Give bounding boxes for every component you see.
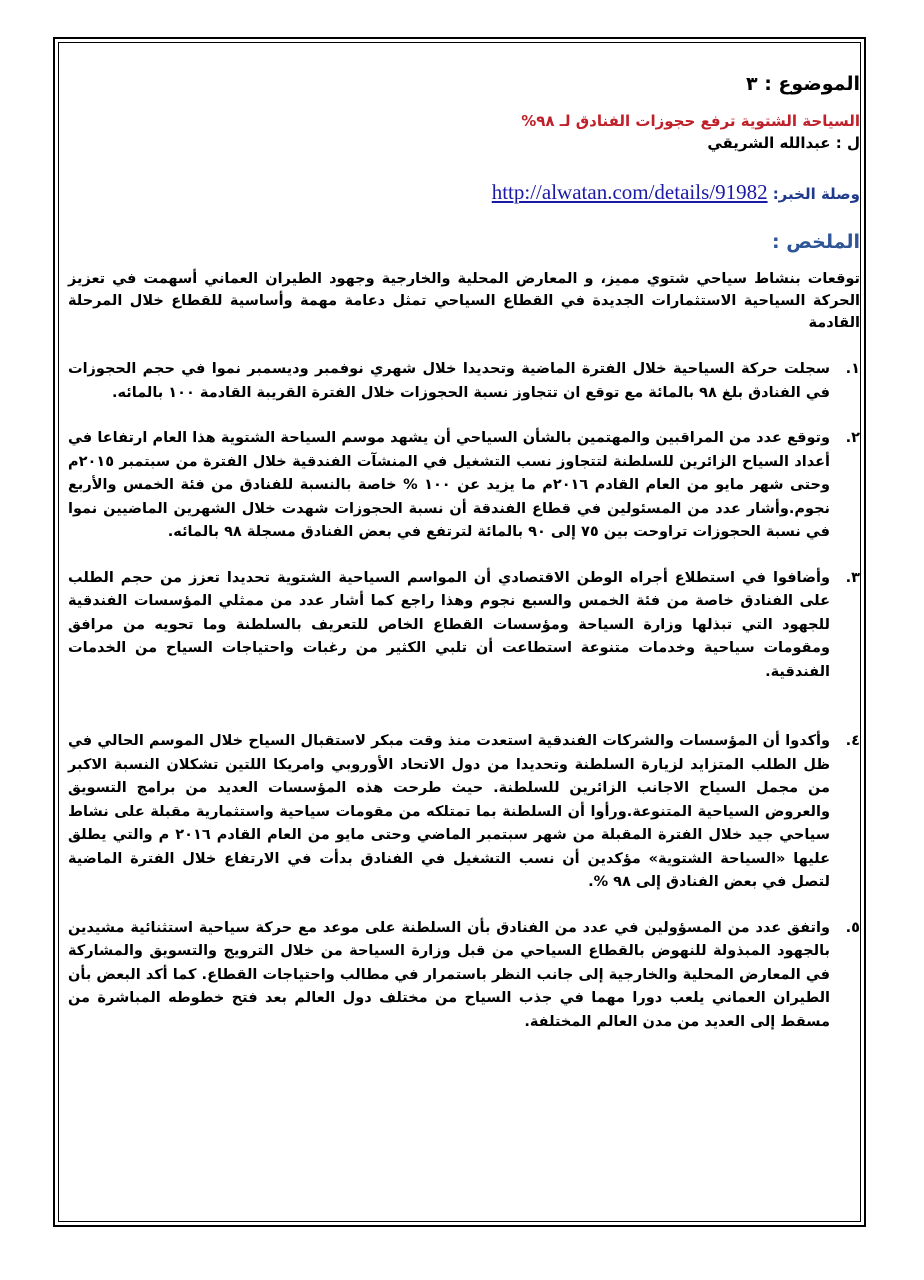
- summary-intro: توقعات بنشاط سياحي شتوي مميز، و المعارض المحلية والخارجية وجهود الطيران العماني أسهمت في تعزيز الحركة السياحية الاستثمارات الجديدة في القطاع السياحي تمثل دعامة مهمة وأساسية للقطاع خلال المرحلة القادمة: [68, 271, 860, 331]
- document-page: [68, 58, 860, 1034]
- link-label: وصلة الخبر:: [772, 185, 860, 203]
- point-text: وتوقع عدد من المراقبين والمهتمين بالشأن السياحي أن يشهد موسم السياحة الشتوية هذا العام ارتفاعا في أعداد السياح الزائرين للسلطنة لتتجاوز نسب التشغيل في المنشآت الفندقية خلال الفترة من سبتمبر ٢٠١٥م وحتى شهر مايو من العام القادم ٢٠١٦م ما يزيد عن ١٠٠ % خاصة بالنسبة للفنادق من فئة الخمس والأربع نجوم.وأشار عدد من المسئولين في قطاع الفندقة أن نسبة الحجوزات شهدت خلال الشهرين الماضيين نموا في نسبة الحجوزات تراوحت بين ٧٥ إلى ٩٠ بالمائة لترتفع في بعض الفنادق مسجلة ٩٨ بالمائه.: [68, 430, 831, 540]
- point-number: ٥.: [845, 919, 860, 936]
- point-text: واتفق عدد من المسؤولين في عدد من الفنادق بأن السلطنة على موعد مع حركة سياحية استثنائية مشيدين بالجهود المبذولة للنهوض بالقطاع السياحي من قبل وزارة السياحة من خلال الترويج والتسويق والمشاركة في المعارض المحلية والخارجية إلى جانب النظر باستمرار في مطالب واحتياجات القطاع. كما أكد البعض بأن الطيران العماني يلعب دورا مهما في جذب السياح من مختلف دول العالم بعد فتح خطوطه المباشرة من مسقط إلى العديد من مدن العالم المختلفة.: [68, 919, 830, 1030]
- news-link-row: [68, 178, 860, 208]
- news-link[interactable]: http://alwatan.com/details/91982: [491, 180, 768, 204]
- point-number: ١.: [845, 361, 860, 377]
- point-text: وأكدوا أن المؤسسات والشركات الفندقية استعدت منذ وقت مبكر لاستقبال السياح خلال الموسم الحالي في ظل الطلب المتزايد لزيارة السلطنة وتحديدا من دول الاتحاد الأوروبي وامريكا اللتين تشكلان النسبة الاكبر من مجمل السياح الاجانب الزائرين للسلطنة. حيث طرحت هذه المؤسسات العديد من برامج التسويق والعروض السياحية المتنوعة.ورأوا أن السلطنة بما تمتلكه من مقومات سياحية واستثمارية مقبلة على نشاط سياحي جيد خلال الفترة المقبلة من شهر سبتمبر الماضي وحتى مايو من العام القادم ٢٠١٦ م والتي يطلق عليها «السياحة الشتوية» مؤكدين أن نسب التشغيل في الفنادق بدأت في الارتفاع خلال الفترة الماضية لتصل في بعض الفنادق إلى ٩٨ %.: [68, 733, 830, 890]
- point-text: سجلت حركة السياحية خلال الفترة الماضية وتحديدا خلال شهري نوفمبر وديسمبر نموا في حجم الحجوزات في الفنادق بلغ ٩٨ بالمائة مع توقع ان تتجاوز نسبة الحجوزات خلال الفترة القريبة القادمة ١٠٠ بالمائه.: [68, 361, 830, 401]
- subject-title: الموضوع : ٣: [746, 73, 860, 95]
- point-text: وأضافوا في استطلاع أجراه الوطن الاقتصادي أن المواسم السياحية الشتوية تحديدا تعزز من حجم الطلب على الفنادق خاصة من فئة الخمس والسبع نجوم وهذا راجع كما أشار عدد من ممثلي المؤسسات الفندقية للجهود التي تبذلها وزارة السياحة ومؤسسات القطاع الخاص للتعريف بالسلطنة وما تحويه من مرافق ومقومات سياحية وخدمات متنوعة استطاعت أن تلبي الكثير من رغبات واحتياجات السياح من الخدمات الفندقية.: [68, 569, 830, 680]
- summary-point-3: [68, 567, 860, 685]
- point-number: ٢.: [845, 430, 860, 446]
- point-number: ٤.: [845, 733, 860, 749]
- summary-point-4: [68, 730, 860, 895]
- point-number: ٣.: [845, 569, 860, 586]
- summary-points: [68, 358, 860, 1034]
- summary-point-5: [68, 917, 860, 1035]
- news-headline: السياحة الشتوية ترفع حجوزات الفنادق لـ ٩٨%: [521, 112, 860, 130]
- author-line: ل : عبدالله الشريقي: [707, 134, 860, 152]
- summary-heading: الملخص :: [772, 231, 860, 253]
- summary-point-2: [68, 427, 860, 545]
- summary-point-1: [68, 358, 860, 405]
